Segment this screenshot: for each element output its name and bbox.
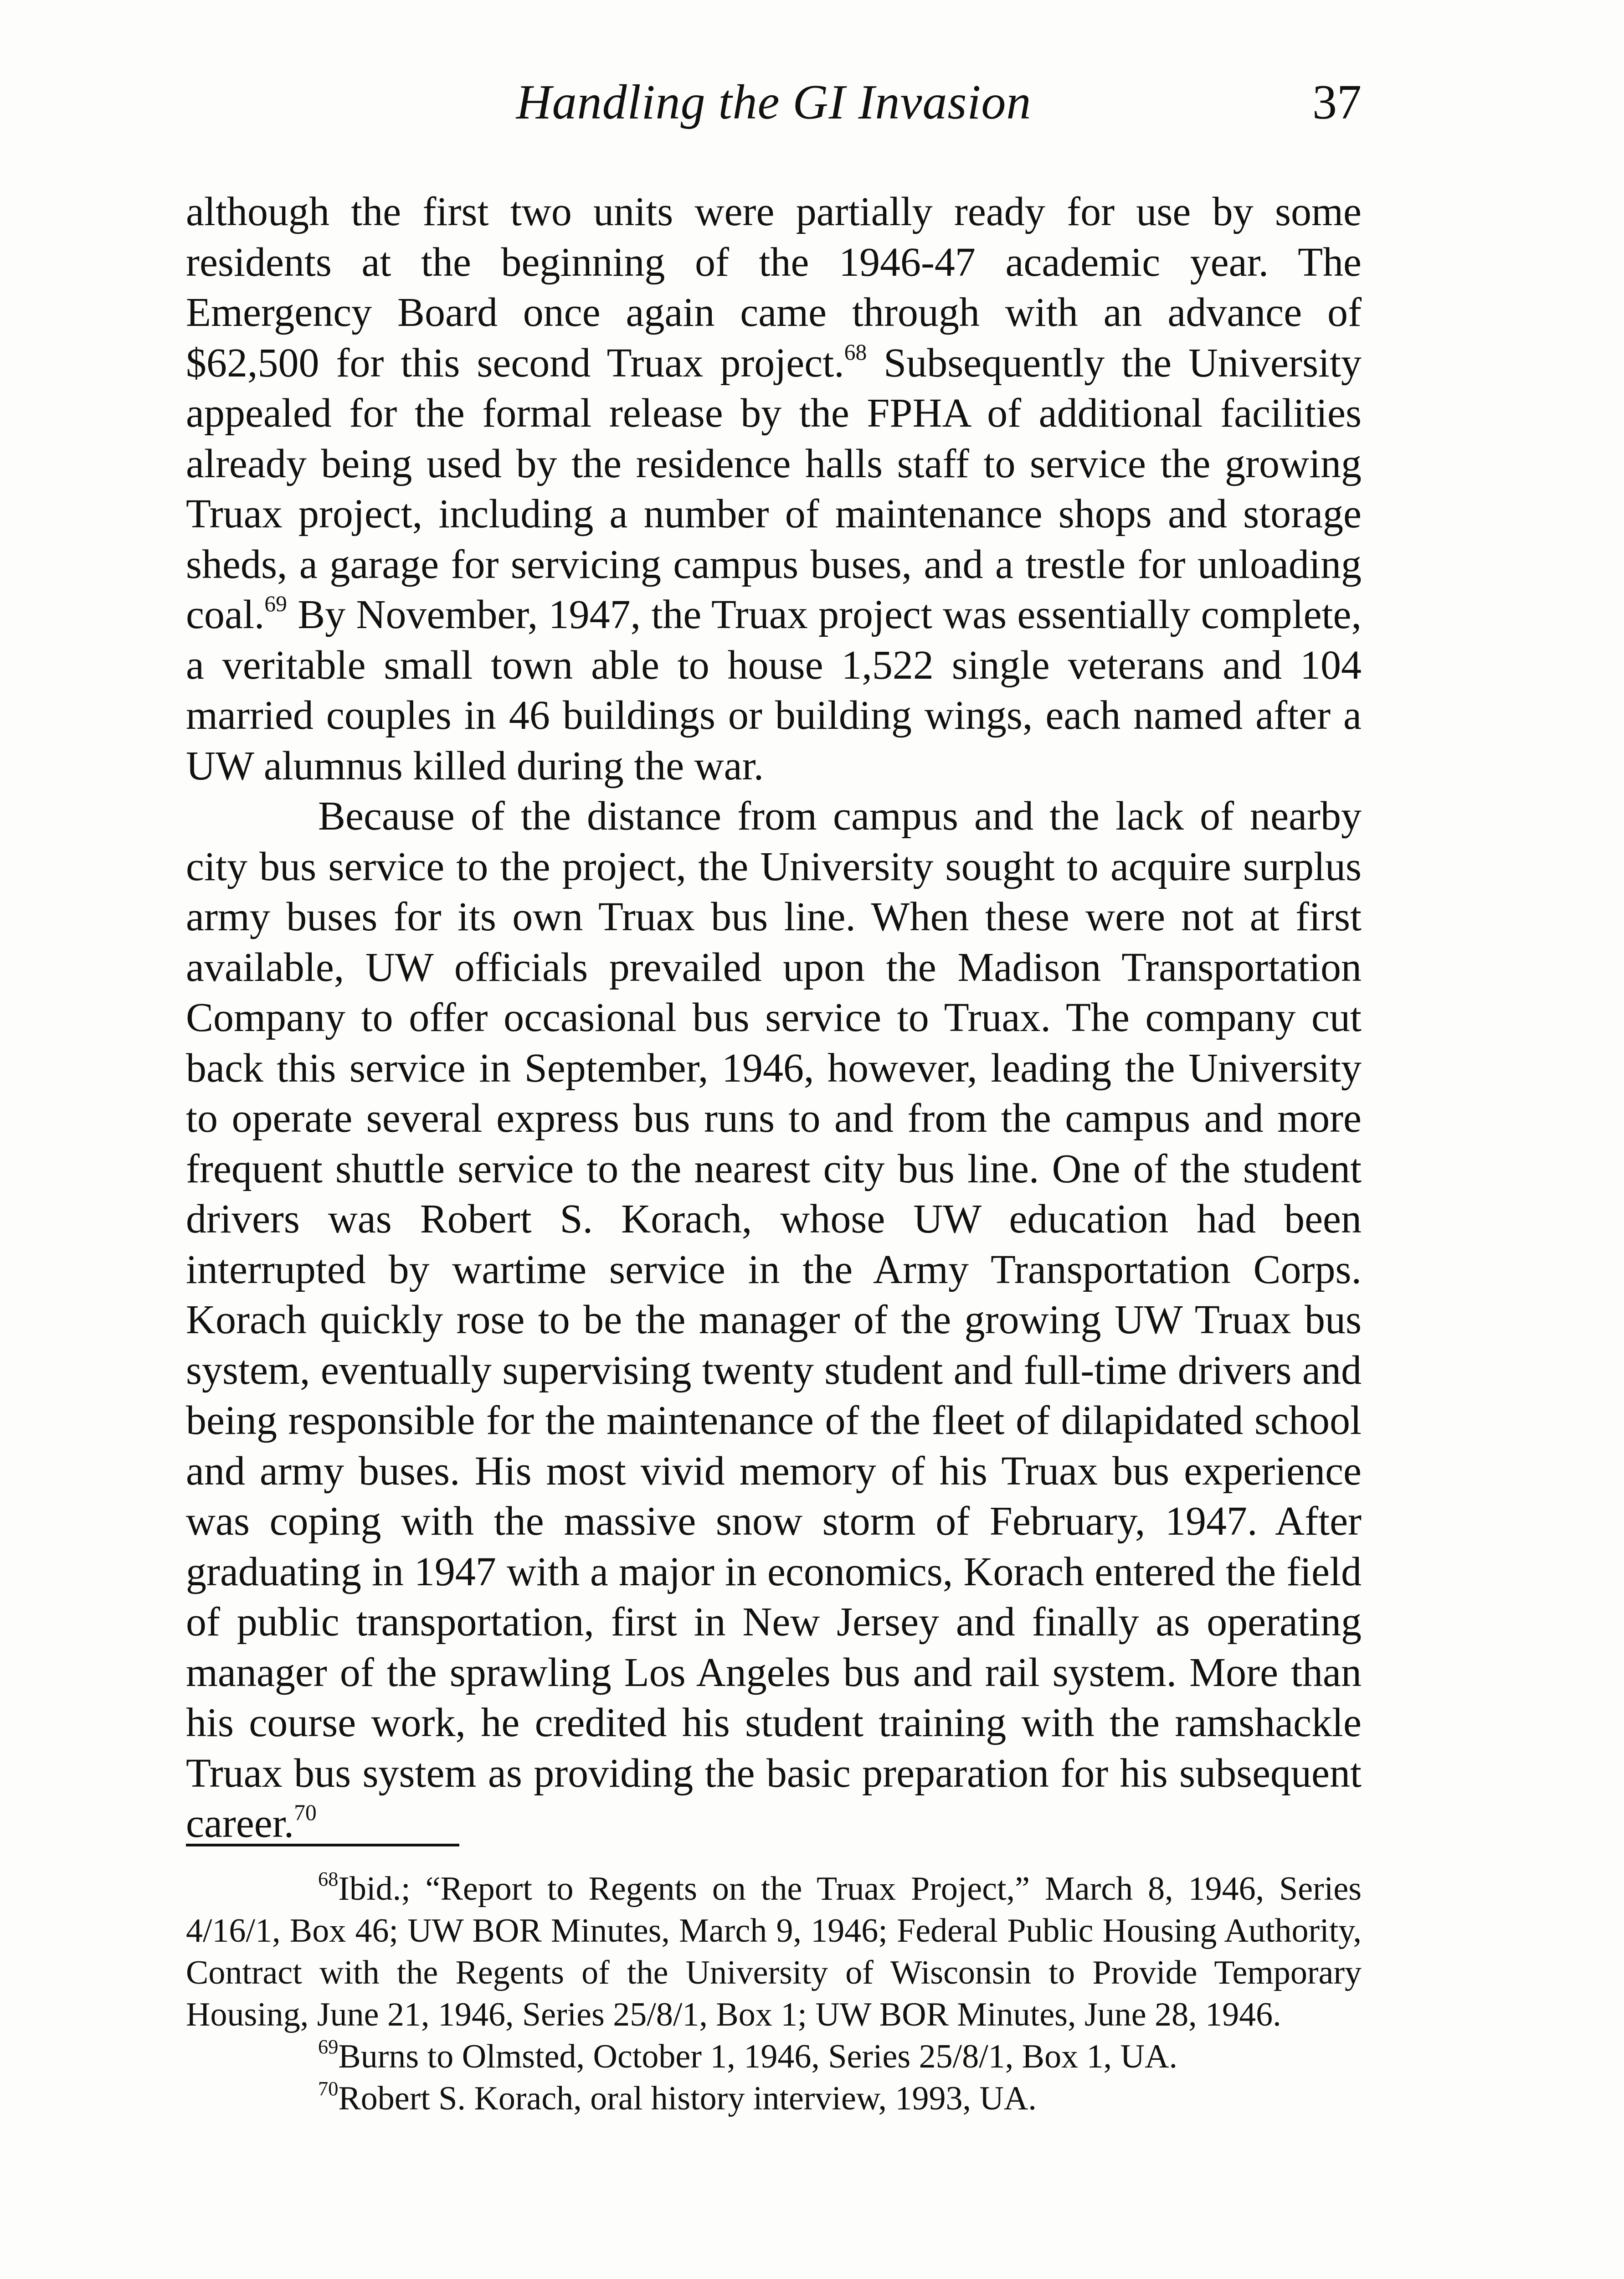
footnotes — [186, 1868, 1362, 2119]
footnote — [186, 1868, 1362, 2036]
footnote-text: Robert S. Korach, oral history interview, 1993, UA. — [338, 2080, 1037, 2117]
paragraph-text: although the first two units were partially ready for use by some residents at the beginning of the 1946-47 academic year. The Emergency Board once again came through with an advance of $62,500 for this second Truax project. — [186, 189, 1362, 386]
page-number: 37 — [1312, 75, 1362, 129]
footnote-text: Burns to Olmsted, October 1, 1946, Series 25/8/1, Box 1, UA. — [338, 2038, 1178, 2075]
body-text — [186, 187, 1362, 1849]
paragraph-text: Subsequently the University appealed for the formal release by the FPHA of additional facilities already being used by the residence halls staff to service the growing Truax project, including a number of maintenance shops and storage sheds, a garage for servicing campus buses, and a trestle for unloading coal. — [186, 340, 1362, 637]
footnote-rule — [186, 1844, 459, 1846]
footnote-text: Ibid.; “Report to Regents on the Truax Project,” March 8, 1946, Series 4/16/1, Box 46; UW BOR Minutes, March 9, 1946; Federal Public Housing Authority, Contract with the Regents of the University of Wisconsin to Provide Temporary Housing, June 21, 1946, Series 25/8/1, Box 1; UW BOR Minutes, June 28, 1946. — [186, 1870, 1362, 2033]
running-title: Handling the GI Invasion — [516, 75, 1032, 129]
footnote-reference[interactable]: 68 — [844, 339, 867, 365]
body-paragraph — [186, 187, 1362, 791]
running-head — [186, 68, 1362, 137]
footnote — [186, 2078, 1362, 2119]
footnote — [186, 2036, 1362, 2078]
footnote-reference[interactable]: 70 — [294, 1799, 317, 1825]
footnote-reference[interactable]: 69 — [264, 591, 287, 616]
paragraph-text: Because of the distance from campus and the lack of nearby city bus service to the project, the University sought to acquire surplus army buses for its own Truax bus line. When these were not at first available, UW officials prevailed upon the Madison Transportation Company to offer occasional bus service to Truax. The company cut back this service in September, 1946, however, leading the University to operate several express bus runs to and from the campus and more frequent shuttle service to the nearest city bus line. One of the student drivers was Robert S. Korach, whose UW education had been interrupted by wartime service in the Army Transportation Corps. Korach quickly rose to be the manager of the growing UW Truax bus system, eventually supervising twenty student and full-time drivers and being responsible for the maintenance of the fleet of dilapidated school and army buses. His most vivid memory of his Truax bus experience was coping with the massive snow storm of February, 1947. After graduating in 1947 with a major in economics, Korach entered the field of public transportation, first in New Jersey and finally as operating manager of the sprawling Los Angeles bus and rail system. More than his course work, he credited his student training with the ramshackle Truax bus system as providing the basic preparation for his subsequent career. — [186, 794, 1362, 1846]
footnote-number: 70 — [318, 2077, 339, 2100]
footnote-number: 69 — [318, 2035, 339, 2058]
paragraph-text: By November, 1947, the Truax project was essentially complete, a veritable small town able to house 1,522 single veterans and 104 married couples in 46 buildings or building wings, each named after a UW alumnus killed during the war. — [186, 592, 1362, 789]
footnote-number: 68 — [318, 1867, 339, 1890]
body-paragraph — [186, 791, 1362, 1849]
